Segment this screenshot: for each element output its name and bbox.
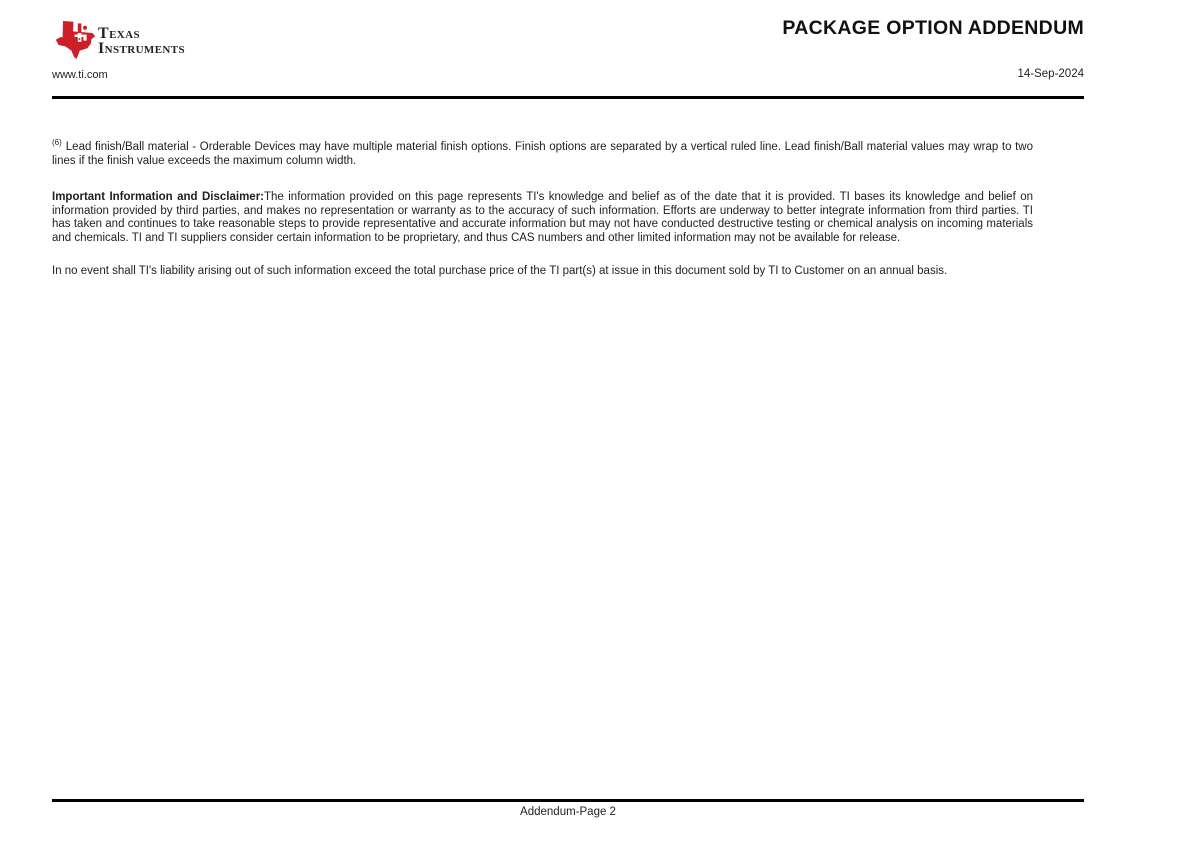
footnote-marker: (6) xyxy=(52,138,62,148)
footer-divider xyxy=(52,799,1084,802)
page-title: PACKAGE OPTION ADDENDUM xyxy=(782,17,1084,39)
header-divider xyxy=(52,96,1084,99)
disclaimer-text: The information provided on this page represents TI's knowledge and belief as of the date that it is provided. TI bases its knowledge and belief on information provided by third parties, and makes no representation or warranty as to the accuracy of such information. Efforts are underway to better integrate information from third parties. TI has taken and continues to take reasonable steps to provide representative and accurate information but may not have conducted destructive testing or chemical analysis on incoming materials and chemicals. TI and TI suppliers consider certain information to be proprietary, and thus CAS numbers and other limited information may not be available for release. xyxy=(52,191,1033,245)
website-link[interactable]: www.ti.com xyxy=(52,69,108,81)
ti-logo-wordmark xyxy=(98,26,185,56)
texas-state-icon xyxy=(55,16,95,62)
disclaimer-label: Important Information and Disclaimer: xyxy=(52,191,264,203)
page-number-label: Addendum-Page 2 xyxy=(520,806,616,818)
ti-logo-line1: Texas xyxy=(98,25,141,42)
footnote-text: Lead finish/Ball material - Orderable Devices may have multiple material finish options. Finish options are separated by a vertical ruled line. Lead finish/Ball material values may wrap to two lines if the finish value exceeds the maximum column width. xyxy=(52,141,1033,167)
disclaimer-paragraph xyxy=(52,191,1033,246)
liability-paragraph: In no event shall TI's liability arising out of such information exceed the total purchase price of the TI part(s) at issue in this document sold by TI to Customer on an annual basis. xyxy=(52,265,948,277)
ti-logo xyxy=(55,16,185,62)
ti-logo-line2: Instruments xyxy=(98,40,186,57)
footnote-6 xyxy=(52,138,1033,168)
document-date: 14-Sep-2024 xyxy=(1017,68,1084,80)
